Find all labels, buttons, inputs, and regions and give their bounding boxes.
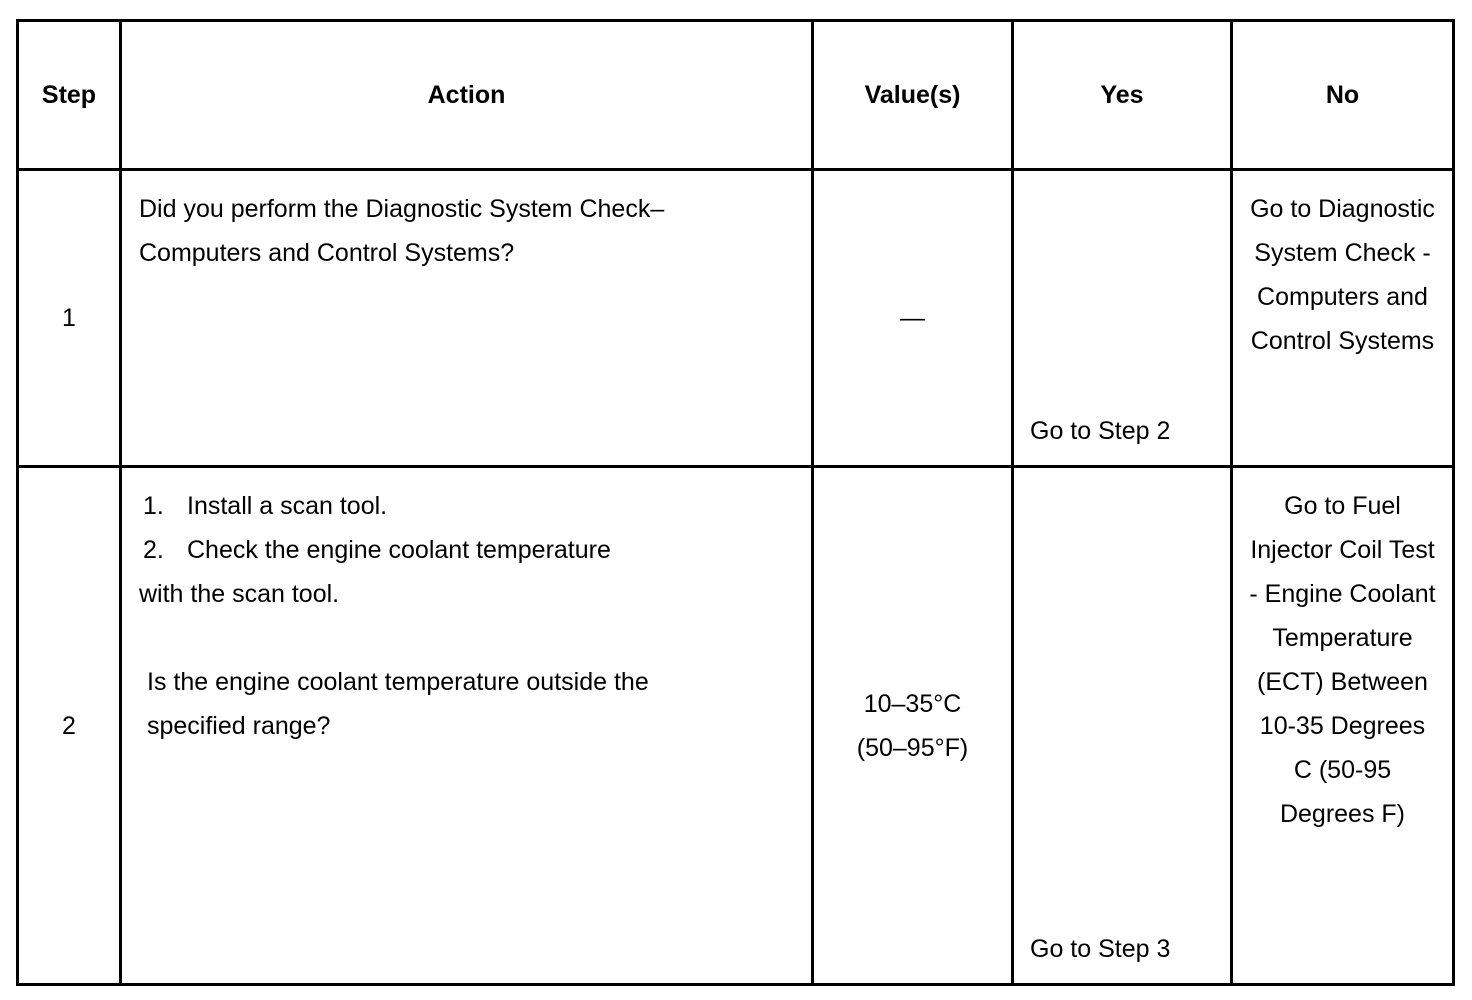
header-yes: Yes [1013,21,1232,170]
value-fahrenheit: (50–95°F) [856,733,969,762]
header-step: Step [18,21,121,170]
no-link[interactable]: Go to Fuel Injector Coil Test - Engine Coolant Temperature (ECT) Between 10-35 Degrees C (50-95 Degrees F) [1249,492,1436,828]
action-text [121,170,813,467]
no-cell [1232,170,1454,467]
step-number: 1 [18,170,121,467]
value-celsius: 10–35°C [863,689,962,718]
list-item-number: 2. [143,536,164,564]
no-cell [1232,467,1454,985]
yes-link[interactable]: Go to Step 2 [1013,170,1232,467]
action-question: Is the engine coolant temperature outside the specified range? [147,668,649,740]
list-item-number: 1. [143,492,164,520]
table-row [18,467,1454,985]
value-text [813,467,1013,985]
action-steps-list [139,484,771,572]
diagnostic-table [16,19,1455,986]
action-question-wrap [139,660,717,748]
spacer [139,616,771,660]
table-header-row [18,21,1454,170]
action-continuation: with the scan tool. [139,580,340,608]
step-number: 2 [18,467,121,985]
list-item [139,484,771,528]
action-question: Did you perform the Diagnostic System Check–Computers and Control Systems? [139,195,665,267]
header-action: Action [121,21,813,170]
list-item [139,528,771,572]
value-text: — [813,170,1013,467]
yes-link[interactable]: Go to Step 3 [1013,467,1232,985]
list-item-text: Check the engine coolant temperature [187,536,611,564]
table-row [18,170,1454,467]
no-link[interactable]: Go to Diagnostic System Check - Computers and Control Systems [1250,195,1435,355]
list-item-text: Install a scan tool. [187,492,388,520]
header-values: Value(s) [813,21,1013,170]
action-text [121,467,813,985]
header-no: No [1232,21,1454,170]
